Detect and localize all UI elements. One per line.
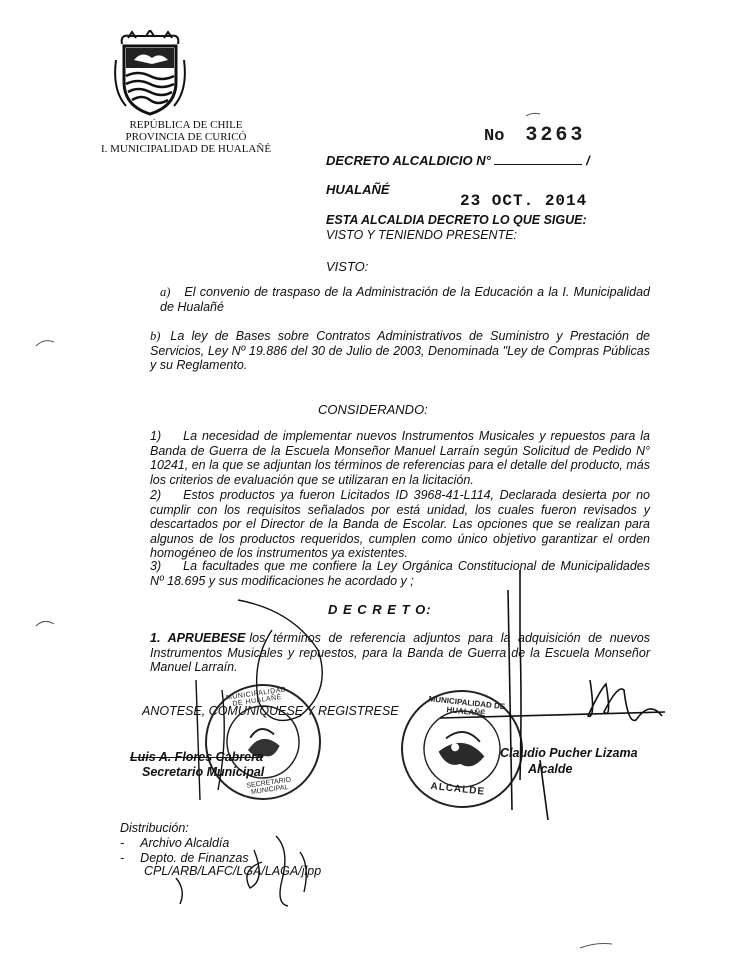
decreto-label: DECRETO ALCALDICIO N°: [326, 153, 491, 168]
visto-item-a: [160, 285, 650, 314]
distribution-item-2-text: Depto. de Finanzas: [140, 851, 249, 865]
decreto-blank: [494, 154, 582, 165]
alcalde-name: Claudio Pucher Lizama: [500, 746, 638, 760]
considerando-item-1-text: La necesidad de implementar nuevos Instrumentos Musicales y repuestos para la Banda de Guerra de la Escuela Monseñor Manuel Larraín según Solicitud de Pedido N° 10241, en la que se adjuntan los términos de referencias para el detalle del producto, más los criterios de evaluación que se utilizaran en la licitación.: [150, 429, 650, 487]
considerando-item-3-marker: 3): [150, 559, 162, 573]
decree-number-value: 3263: [525, 124, 586, 147]
decree-number-stamp: [484, 124, 585, 147]
considerando-item-2-text: Estos productos ya fueron Licitados ID 3968-41-L114, Declarada desierta por no cumplir con los requisitos señalados por está unidad, los cuales fueron revisados y descartados por el Director de la Banda de Escolar. Las opciones que se realizan para algunos de los productos requeridos, cumplen como único objetivo garantizar el orden homogéneo de los instrumentos ya existentes.: [150, 488, 650, 561]
visto-heading: VISTO:: [326, 259, 369, 274]
letterhead-municipality: I. MUNICIPALIDAD DE HUALAÑÉ: [100, 143, 272, 155]
decreto-heading: D E C R E T O:: [328, 602, 432, 617]
decree-date-stamp: 23 OCT. 2014: [460, 192, 588, 210]
considerando-item-3: [150, 559, 650, 588]
distribution-bullet-1: -: [120, 836, 125, 850]
alcalde-stamp-top-text: MUNICIPALIDAD DE HUALAÑÉ: [428, 694, 506, 719]
secretario-stamp-top-text: MUNICIPALIDAD DE HUALAÑÉ: [225, 686, 287, 708]
distribution-bullet-2: -: [120, 851, 125, 865]
decreto-slash: /: [586, 153, 590, 168]
place-name: HUALAÑÉ: [326, 182, 390, 197]
visto-item-a-text: El convenio de traspaso de la Administración de la Educación a la I. Municipalidad de Hualañé: [160, 285, 650, 314]
considerando-heading: CONSIDERANDO:: [318, 402, 428, 417]
decreto-line: [326, 153, 606, 168]
decreto-item-1-marker: 1. APRUEBESE: [150, 631, 246, 645]
visto-presente-line: VISTO Y TENIENDO PRESENTE:: [326, 228, 518, 242]
distribution-item-1-text: Archivo Alcaldía: [140, 836, 230, 850]
distribution-item-2: [120, 851, 249, 865]
alcaldia-line: ESTA ALCALDIA DECRETO LO QUE SIGUE:: [326, 213, 587, 227]
letterhead: [86, 119, 286, 155]
coat-of-arms-icon: [112, 30, 188, 118]
alcalde-title: Alcalde: [528, 762, 573, 776]
secretario-stamp: [197, 676, 328, 807]
decreto-item-1: [150, 631, 650, 675]
secretario-title: Secretario Municipal: [142, 765, 265, 779]
visto-item-a-marker: a): [160, 285, 171, 299]
letterhead-country: REPÚBLICA DE CHILE: [129, 119, 243, 131]
considerando-item-1-marker: 1): [150, 429, 162, 443]
decree-number-prefix: No: [484, 127, 505, 146]
decreto-item-1-text: los términos de referencia adjuntos para la adquisición de nuevos Instrumentos Musicales y repuestos, para la Banda de Guerra de la Escuela Monseñor Manuel Larraín.: [150, 631, 650, 675]
considerando-item-3-text: La facultades que me confiere la Ley Orgánica Constitucional de Municipalidades Nº 18.695 y sus modificaciones he acordado y ;: [150, 559, 650, 588]
distribution-heading: Distribución:: [120, 821, 189, 835]
secretario-stamp-bottom-text: SECRETARIO MUNICIPAL: [246, 776, 292, 797]
distribution-initials: CPL/ARB/LAFC/LGA/LAGA/jlpp: [144, 864, 322, 878]
visto-item-b-marker: b): [150, 329, 161, 343]
letterhead-province: PROVINCIA DE CURICÓ: [125, 131, 247, 143]
visto-item-b-text: La ley de Bases sobre Contratos Administrativos de Suministro y Prestación de Servicios, Ley Nº 19.886 del 30 de Julio de 2003, Denominada "Ley de Compras Públicas y su Reglamento.: [150, 329, 650, 373]
distribution-item-1: [120, 836, 229, 850]
visto-item-b: [150, 329, 650, 373]
considerando-item-1: [150, 429, 650, 487]
closing-line: ANOTESE, COMUNIQUESE Y REGISTRESE: [142, 704, 399, 718]
considerando-item-2-marker: 2): [150, 488, 162, 502]
considerando-item-2: [150, 488, 650, 561]
secretario-name: Luis A. Flores Cabrera: [130, 750, 263, 764]
alcalde-stamp-bottom-text: ALCALDE: [429, 780, 486, 798]
coat-of-arms: [112, 30, 188, 118]
